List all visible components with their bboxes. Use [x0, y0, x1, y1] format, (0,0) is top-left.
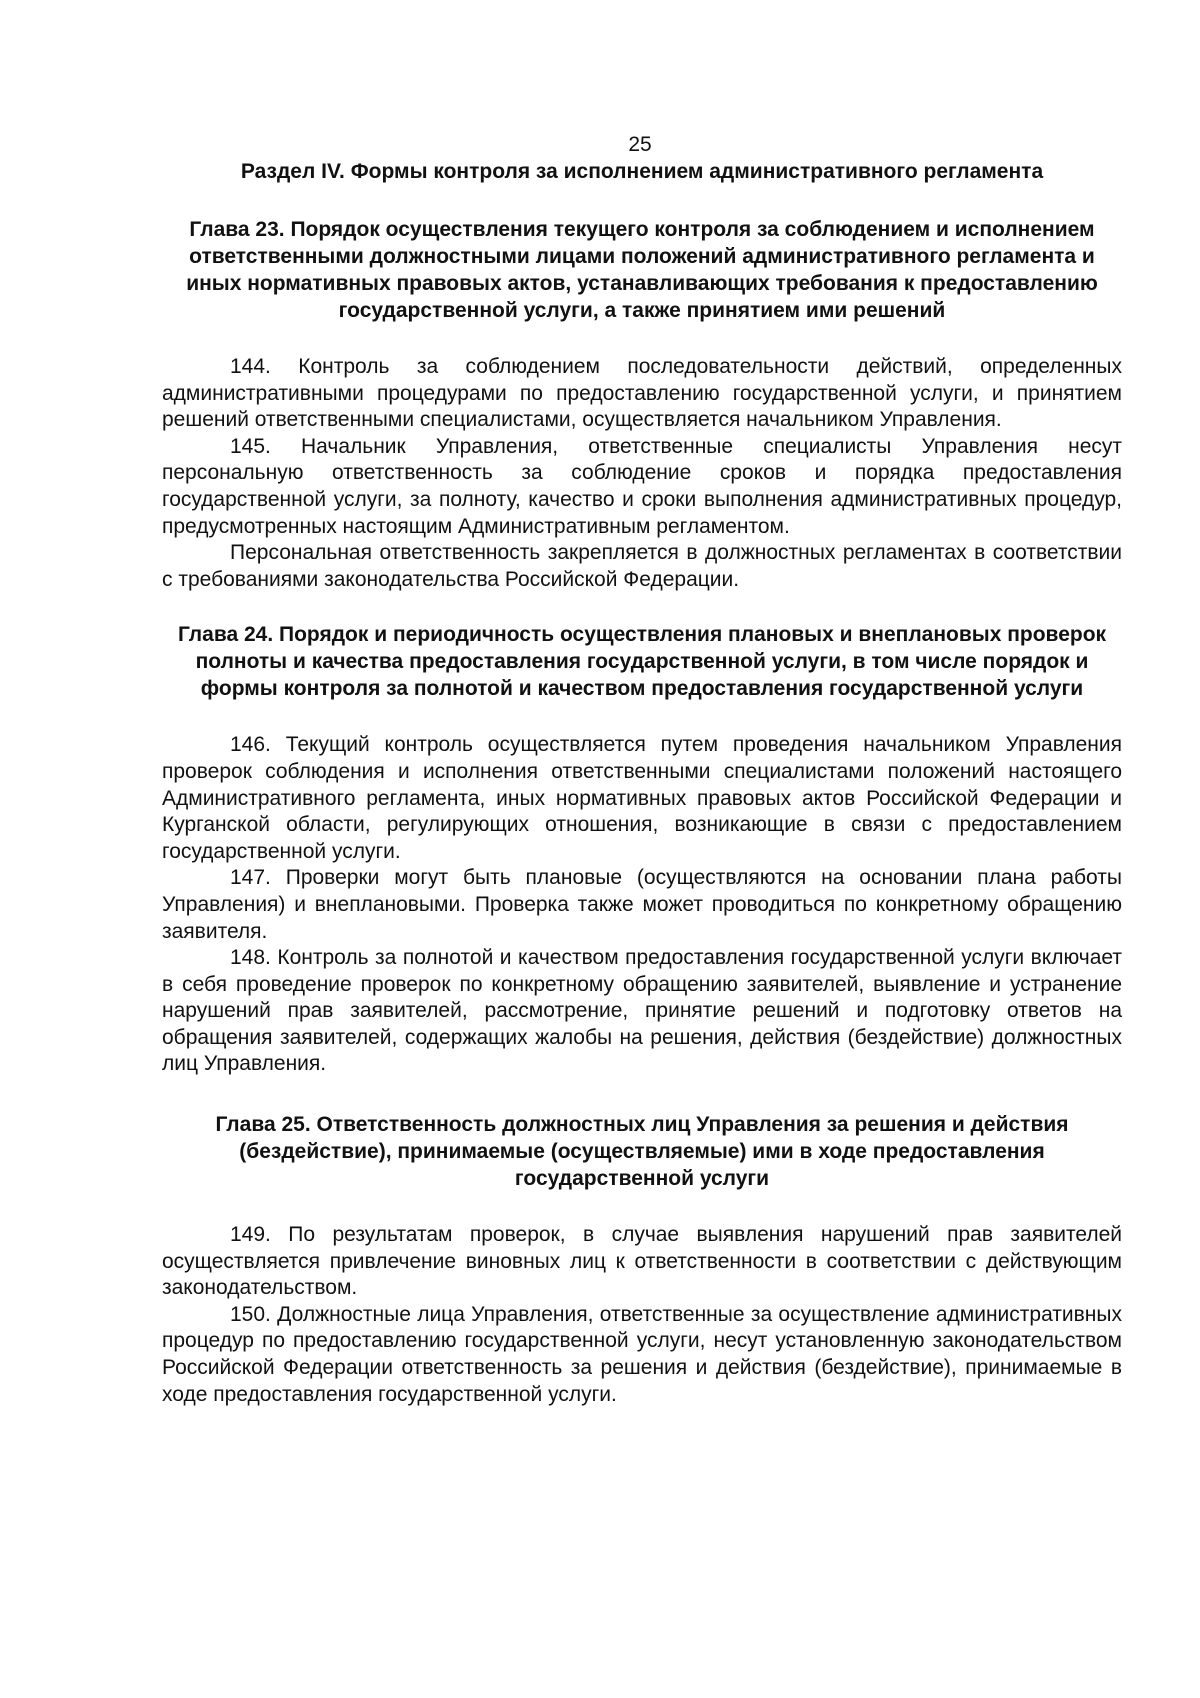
chapter-body: [162, 1222, 1122, 1408]
chapter-25: [162, 1111, 1122, 1408]
chapter-24: [162, 621, 1122, 1078]
paragraph-147: 147. Проверки могут быть плановые (осуществляются на основании плана работы Управления) и внеплановыми. Проверка также может проводиться по конкретному обращению заявителя.: [162, 866, 1122, 943]
paragraph-149: 149. По результатам проверок, в случае выявления нарушений прав заявителей осуществляется привлечение виновных лиц к ответственности в соответствии с действующим законодательством.: [162, 1223, 1122, 1300]
document-content: [162, 158, 1122, 1408]
chapter-body: [162, 732, 1122, 1078]
paragraph-145: 145. Начальник Управления, ответственные специалисты Управления несут персональную ответственность за соблюдение сроков и порядка предоставления государственной услуги, за полноту, качество и сроки выполнения административных процедур, предусмотренных настоящим Административным регламентом.: [162, 434, 1122, 538]
chapter-title: Глава 23. Порядок осуществления текущего контроля за соблюдением и исполнением ответственными должностными лицами положений административного регламента и иных нормативных правовых актов, устанавливающих требования к предоставлению государственной услуги, а также принятием ими решений: [186, 218, 1098, 322]
paragraph-146: 146. Текущий контроль осуществляется путем проведения начальником Управления проверок соблюдения и исполнения ответственными специалистами положений настоящего Административного регламента, иных нормативных правовых актов Российской Федерации и Курганской области, регулирующих отношения, возникающие в связи с предоставлением государственной услуги.: [162, 733, 1122, 863]
chapter-23: [162, 216, 1122, 593]
paragraph-150: 150. Должностные лица Управления, ответственные за осуществление административных процедур по предоставлению государственной услуги, несут установленную законодательством Российской Федерации ответственность за решения и действия (бездействие), принимаемые в ходе предоставления государственной услуги.: [162, 1302, 1122, 1406]
chapter-title: Глава 25. Ответственность должностных лиц Управления за решения и действия (бездействие), принимаемые (осуществляемые) ими в ходе предоставления государственной услуги: [215, 1113, 1069, 1191]
section-title: Раздел IV. Формы контроля за исполнением административного регламента: [240, 160, 1044, 183]
page-number: 25: [628, 133, 652, 156]
paragraph-responsibility: Персональная ответственность закрепляется в должностных регламентах в соответствии с требованиями законодательства Российской Федерации.: [162, 541, 1122, 591]
chapter-body: [162, 354, 1122, 593]
paragraph-144: 144. Контроль за соблюдением последовательности действий, определенных административными процедурами по предоставлению государственной услуги, и принятием решений ответственными специалистами, осуществляется начальником Управления.: [162, 355, 1122, 432]
chapter-title: Глава 24. Порядок и периодичность осуществления плановых и внеплановых проверок полноты и качества предоставления государственной услуги, в том числе порядок и формы контроля за полнотой и качеством предоставления государственной услуги: [177, 623, 1107, 701]
paragraph-148: 148. Контроль за полнотой и качеством предоставления государственной услуги включает в себя проведение проверок по конкретному обращению заявителей, выявление и устранение нарушений прав заявителей, рассмотрение, принятие решений и подготовку ответов на обращения заявителей, содержащих жалобы на решения, действия (бездействие) должностных лиц Управления.: [162, 946, 1122, 1076]
